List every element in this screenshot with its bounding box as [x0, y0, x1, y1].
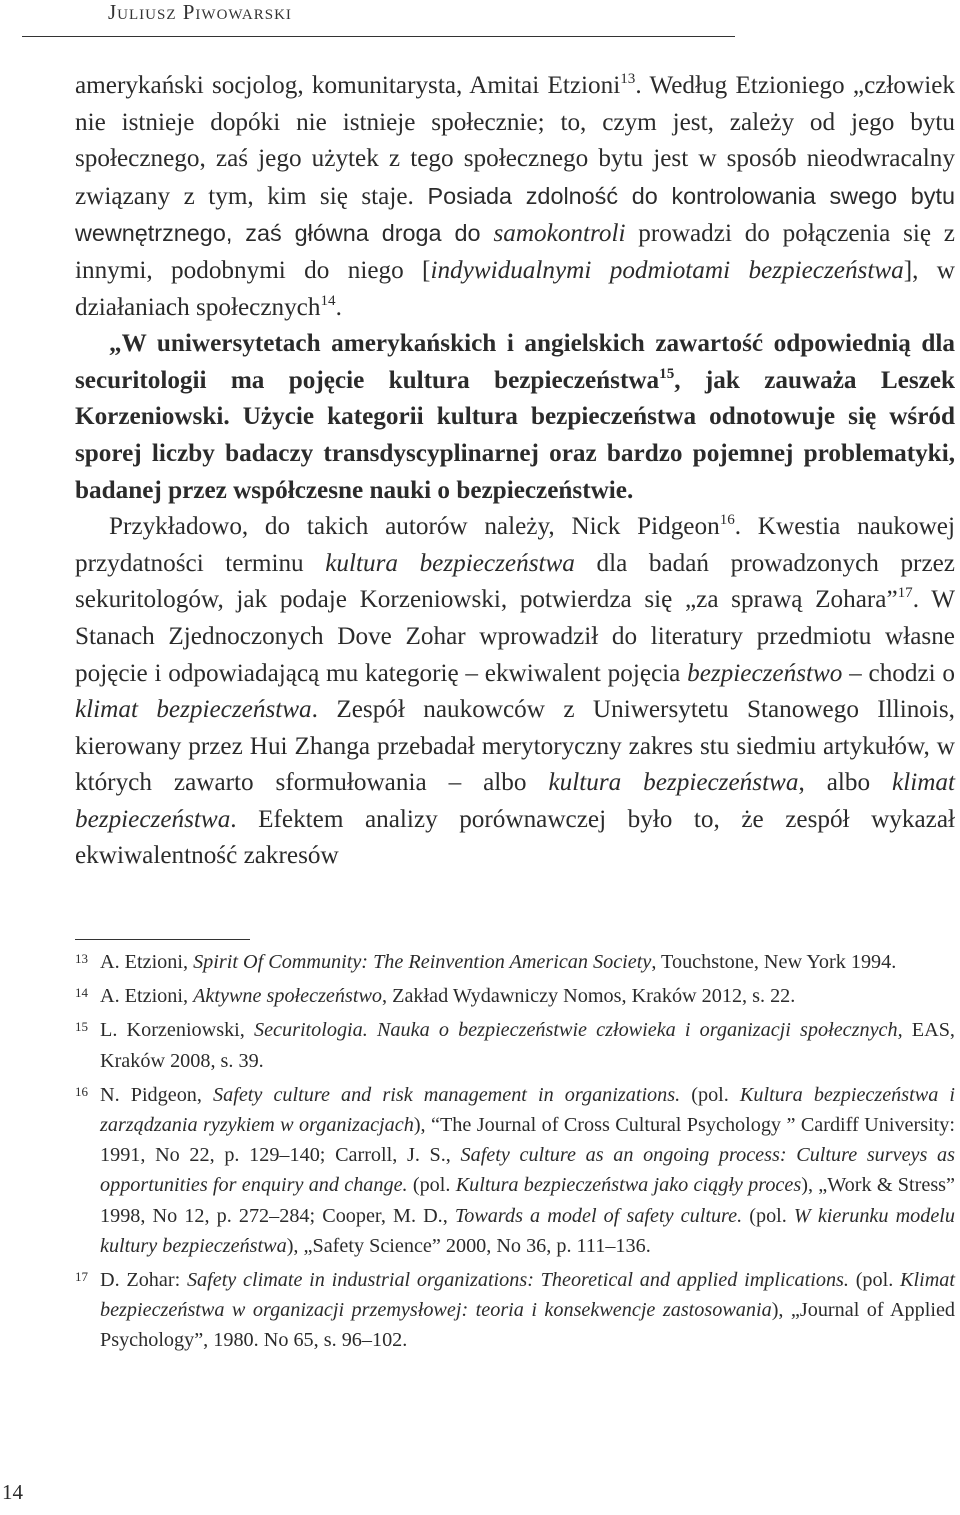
- text-span: ), „Safety Science” 2000, No 36, p. 111–136.: [286, 1234, 651, 1257]
- italic-title: Safety culture and risk management in organizations.: [213, 1083, 681, 1106]
- text-span: . W Stanach Zjednoczonych Dove Zohar wprowadził do literatury przedmiotu własne pojęcie i odpowiadającą mu kategorię – ekwiwalent pojęcia: [75, 586, 955, 687]
- footnote-13: [75, 947, 955, 977]
- italic-term: indywidualnymi podmiotami bezpieczeństwa: [430, 256, 904, 284]
- text-span: . Według Etzioniego „człowiek nie istnieje dopóki nie istnieje społecznie; to, czym jest, zależy od jego bytu społecznego, zaś jego użytek z tego społecznego bytu jest w sposób nieodwracalny związany z tym, kim się staje.: [75, 72, 955, 210]
- italic-title: Spirit Of Community: The Reinvention American Society: [193, 951, 652, 973]
- italic-title: Klimat bezpieczeństwa w organizacji przemysłowej: teoria i konsekwencje zastosowania: [100, 1269, 955, 1322]
- text-span-sans: Posiada zdolność do kontrolowania swego bytu wewnętrznego, zaś główna droga do: [75, 182, 955, 247]
- italic-term: samokontroli: [493, 220, 626, 248]
- text-span: L. Korzeniowski,: [100, 1019, 254, 1042]
- text-span: , Touchstone, New York 1994.: [651, 951, 897, 973]
- footnote-17: [75, 1265, 955, 1356]
- footnote-number: 14: [75, 985, 88, 1001]
- text-span: dla badań prowadzonych przez sekuritologów, jak podaje Korzeniowski, potwierdza się „za sprawą Zohara”: [75, 549, 955, 614]
- text-span: . Zespół naukowców z Uniwersytetu Stanowego Illinois, kierowany przez Hui Zhanga przebadał merytoryczny zakres stu siedmiu artykułów, w których zawarto sformułowania – albo: [75, 696, 955, 797]
- text-span: D. Zohar:: [100, 1269, 187, 1292]
- text-span: ], w działaniach społecznych: [75, 256, 955, 321]
- text-span: amerykański socjolog, komunitarysta, Amitai Etzioni: [75, 72, 621, 99]
- italic-term: kultura bezpieczeństwa: [325, 549, 575, 577]
- footnote-16: [75, 1080, 955, 1261]
- footnote-ref-13[interactable]: 13: [620, 71, 636, 88]
- text-span: ), “The Journal of Cross Cultural Psychology ” Cardiff University: 1991, No 22, p. 129–140; Carroll, J. S.,: [100, 1114, 955, 1167]
- paragraph-2: [75, 326, 955, 509]
- italic-title: Kultura bezpieczeństwa i zarządzania ryzykiem w organizacjach: [100, 1083, 956, 1137]
- paragraph-3: [75, 509, 955, 875]
- text-span: , albo: [798, 769, 893, 797]
- text-span: ), „Work & Stress” 1998, No 12, p. 272–284; Cooper, M. D.,: [100, 1174, 955, 1227]
- text-span: A. Etzioni,: [100, 951, 194, 973]
- italic-title: Kultura bezpieczeństwa jako ciągły proces: [455, 1174, 802, 1197]
- italic-title: Safety culture as an ongoing process: Culture surveys as opportunities for enquiry and change.: [100, 1144, 955, 1197]
- text-span: N. Pidgeon,: [100, 1083, 214, 1106]
- text-span: Przykładowo, do takich autorów należy, Nick Pidgeon: [109, 513, 720, 541]
- text-span: (pol.: [848, 1269, 901, 1292]
- footnote-number: 13: [75, 951, 88, 966]
- footnote-15: [75, 1015, 955, 1075]
- text-span: . Kwestia naukowej przydatności terminu: [75, 513, 955, 577]
- italic-term: klimat bezpieczeństwa: [75, 696, 312, 724]
- text-span: prowadzi do połączenia się z innymi, podobnymi do niego [: [75, 220, 955, 284]
- footnote-rule: [75, 939, 250, 940]
- footnote-number: 15: [75, 1019, 88, 1035]
- body-text: [75, 68, 955, 875]
- text-span: EAS, Kraków 2008, s. 39.: [100, 1019, 955, 1072]
- text-span: , Zakład Wydawniczy Nomos, Kraków 2012, s. 22.: [382, 985, 796, 1008]
- italic-term: klimat bezpieczeństwa: [75, 769, 955, 833]
- italic-title: Safety climate in industrial organizations: Theoretical and applied implications.: [186, 1269, 849, 1292]
- text-span: (pol.: [742, 1204, 794, 1227]
- text-span: „W uniwersytetach amerykańskich i angielskich zawartość odpowiednią dla securitologii ma pojęcie kultura bezpieczeństwa: [75, 330, 955, 394]
- footnote-number: 17: [75, 1269, 88, 1285]
- text-span: (pol.: [680, 1083, 740, 1106]
- text-span: (pol.: [407, 1174, 456, 1197]
- text-span: A. Etzioni,: [100, 985, 194, 1008]
- italic-term: bezpieczeństwo: [687, 659, 843, 687]
- italic-term: kultura bezpieczeństwa: [548, 769, 799, 797]
- text-span: .: [335, 293, 342, 321]
- italic-title: W kierunku modelu kultury bezpieczeństwa: [100, 1204, 955, 1257]
- footnote-ref-14[interactable]: 14: [320, 292, 336, 309]
- italic-title: Aktywne społeczeństwo: [193, 985, 383, 1008]
- footnote-number: 16: [75, 1083, 88, 1099]
- footnote-ref-15[interactable]: 15: [659, 365, 675, 382]
- footnotes: [75, 947, 955, 1360]
- italic-title: Securitologia. Nauka o bezpieczeństwie człowieka i organizacji społecznych,: [253, 1019, 903, 1042]
- footnote-14: [75, 981, 955, 1011]
- footnote-ref-17[interactable]: 17: [897, 585, 913, 602]
- text-span: ), „Journal of Applied Psychology”, 1980. No 65, s. 96–102.: [100, 1299, 955, 1352]
- italic-title: Towards a model of safety culture.: [454, 1204, 743, 1227]
- page-number: 14: [2, 1480, 23, 1504]
- footnote-ref-16[interactable]: 16: [719, 512, 735, 529]
- paragraph-1: [75, 68, 955, 326]
- text-span: , jak zauważa Leszek Korzeniowski. Użycie kategorii kultura bezpieczeństwa odnotowuje się wśród sporej liczby badaczy transdyscyplinarnej oraz bardzo pojemnej problematyki, badanej przez współczesne nauki o bezpieczeństwie.: [75, 366, 955, 504]
- text-span: – chodzi o: [842, 659, 955, 687]
- text-span: . Efektem analizy porównawczej było to, że zespół wykazał ekwiwalentność zakresów: [75, 805, 955, 870]
- running-head: Juliusz Piwowarski: [108, 0, 292, 24]
- header-rule: [22, 36, 735, 37]
